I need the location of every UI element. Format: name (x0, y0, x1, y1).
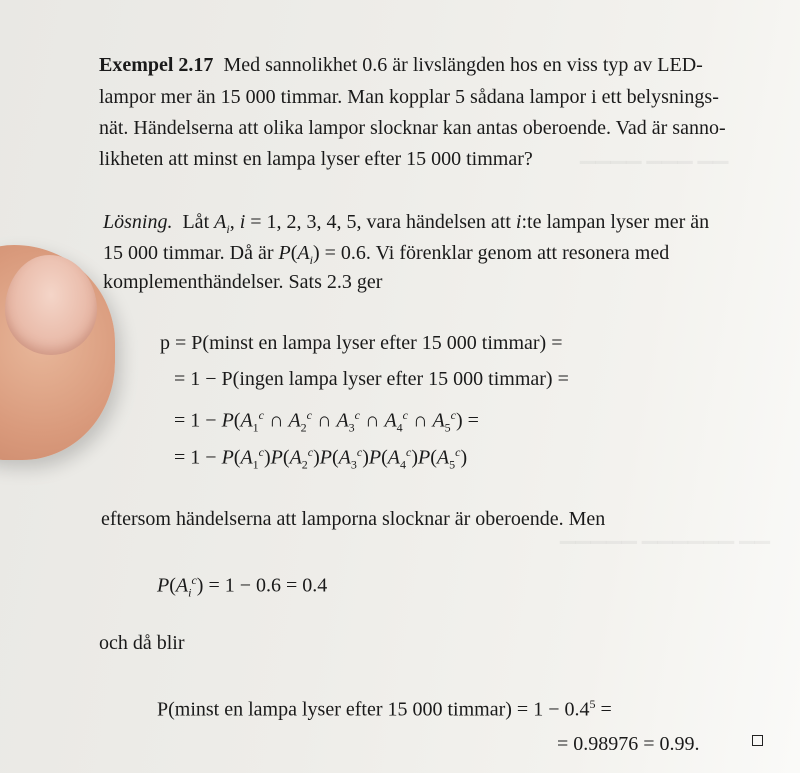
equation-line-1: p = P(minst en lampa lyser efter 15 000 timmar) = (160, 332, 563, 354)
final-result: = 0.98976 = 0.99. (557, 733, 700, 755)
after-equation-text: eftersom händelserna att lamporna slocknar är oberoende. Men (101, 508, 606, 530)
solution-label: Lösning. (103, 211, 173, 233)
show-through-text: ▁▁▁▁▁ ▁▁▁▁▁▁ ▁▁ (560, 522, 770, 544)
solution-line-1: Lösning. Låt $A_i$, i = 1, 2, 3, 4, 5, vara händelsen att i:te lampan lyser mer än (103, 211, 710, 236)
solution-line-2: 15 000 timmar. Då är $P(A_i) = 0.6$. Vi förenklar genom att resonera med (103, 242, 670, 267)
solution-line-3: komplementhändelser. Sats 2.3 ger (103, 271, 383, 293)
equation-line-3: = $1 - P(A_1^c$ ∩ $A_2^c$ ∩ $A_3^c$ ∩ $A_4^c$ ∩ $A_5^c$) = (174, 408, 479, 435)
example-heading: Exempel 2.17 (99, 54, 214, 76)
final-equation: P(minst en lampa lyser efter 15 000 timmar) = $1 - 0.4^5$ = (157, 697, 612, 721)
qed-box-icon (752, 735, 763, 746)
example-line-2: lampor mer än 15 000 timmar. Man kopplar 5 sådana lampor i ett belysnings- (99, 86, 719, 108)
example-line-4: likheten att minst en lampa lyser efter 15 000 timmar? (99, 148, 533, 170)
complement-probability: $P(A_i^c) = 1 - 0.6 = 0.4$ (157, 573, 328, 600)
then-text: och då blir (99, 632, 185, 654)
example-line-3: nät. Händelserna att olika lampor slocknar kan antas oberoende. Vad är sanno- (99, 117, 726, 139)
equation-line-4: = $1 - P(A_1^c)P(A_2^c)P(A_3^c)P(A_4^c)P(A_5^c)$ (174, 445, 468, 472)
show-through-text: ▁▁▁▁ ▁▁▁ ▁▁ (580, 142, 729, 164)
equation-line-2: = 1 − P(ingen lampa lyser efter 15 000 timmar) = (174, 368, 569, 390)
thumbnail-nail (5, 255, 97, 355)
example-line-1: Exempel 2.17 Med sannolikhet 0.6 är livslängden hos en viss typ av LED- (99, 54, 703, 76)
